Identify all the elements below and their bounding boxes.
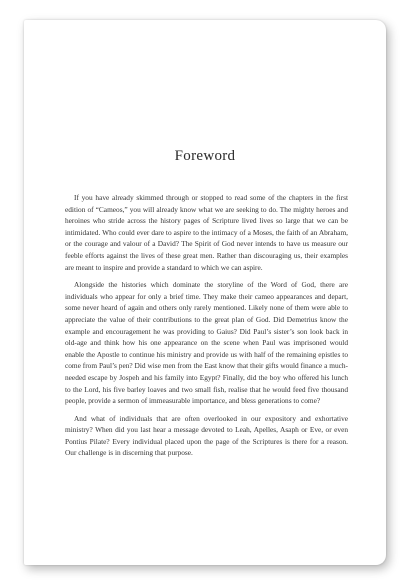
paragraph-2: Alongside the histories which dominate the storyline of the Word of God, there are individuals who appear for only a brief time. They make their cameo appearances and depart, some never heard of again and others only rarely mentioned. Likely none of them were able to appreciate the value of their contributions to the great plan of God. Did Demetrius know the example and encouragement he was providing to Gaius? Did Paul’s sister’s son look back in old-age and think how his one appearance on the scene when Paul was imprisoned would enable the Apostle to continue his ministry and provide us with half of the remaining epistles to come from Paul’s pen? Did wise men from the East know that their gifts would finance a much-needed escape by Jospeh and his family into Egypt? Finally, did the boy who offered his lunch to the Lord, his five barley loaves and two small fish, realise that he would feed five thousand people, provide a sermon of immeasurable importance, and bless generations to come? <box>65 280 348 406</box>
paragraph-3: And what of individuals that are often overlooked in our expository and exhortative ministry? When did you last hear a message devoted to Leah, Apelles, Asaph or Eve, or even Pontius Pilate? Every individual placed upon the page of the Scriptures is there for a reason. Our challenge is in discerning that purpose. <box>65 413 348 458</box>
foreword-body <box>65 192 348 465</box>
page-title: Foreword <box>174 148 236 164</box>
paragraph-1: If you have already skimmed through or stopped to read some of the chapters in the first edition of “Cameos,” you will already know what we are seeking to do. The mighty heroes and heroines who stride across the history pages of Scripture lived lives so large that we can be intimidated. Who could ever dare to aspire to the intimacy of a Moses, the faith of an Abraham, or the courage and valour of a David? The Spirit of God never intends to have us measure our feeble efforts against the lives of these great men. Rather than discouraging us, their examples are meant to inspire and provide a standard to which we can aspire. <box>65 193 348 272</box>
book-page <box>24 20 386 565</box>
